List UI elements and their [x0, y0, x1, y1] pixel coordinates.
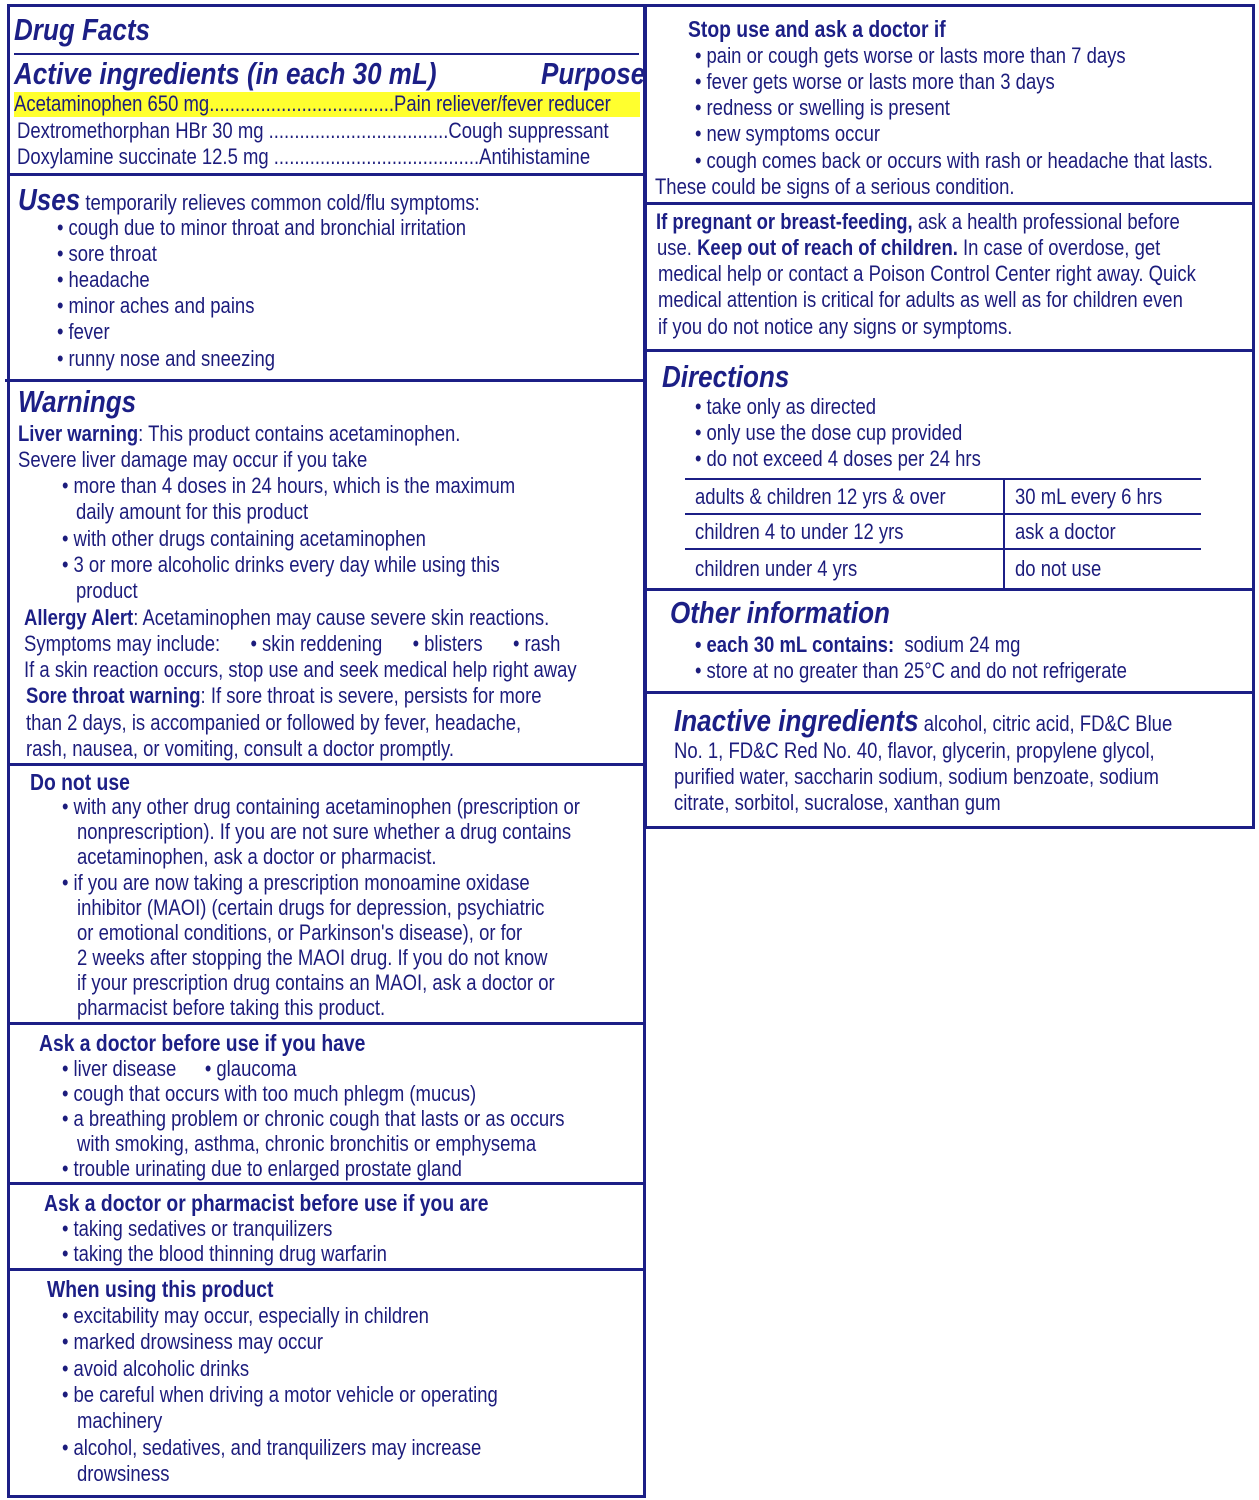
ask-pharmacist-item: • taking sedatives or tranquilizers [62, 1216, 332, 1242]
directions-item: • take only as directed [695, 394, 876, 420]
keep-out-label: Keep out of reach of children. [697, 235, 958, 260]
ingredient-row-2 [17, 118, 609, 144]
right-column [644, 4, 1255, 829]
when-using-item: • alcohol, sedatives, and tranquilizers may increase [62, 1435, 481, 1461]
pregnant-label: If pregnant or breast-feeding, [656, 209, 913, 234]
directions-row [685, 549, 1201, 588]
sore-throat-line: rash, nausea, or vomiting, consult a doctor promptly. [26, 736, 454, 761]
allergy-line3: If a skin reaction occurs, stop use and seek medical help right away [24, 657, 577, 682]
stop-use-item: • redness or swelling is present [695, 95, 950, 121]
ingredient-row-1 [14, 92, 640, 117]
ask-pharmacist-heading: Ask a doctor or pharmacist before use if you are [44, 1190, 489, 1216]
directions-section [647, 354, 1252, 589]
dose: do not use [1015, 556, 1102, 581]
warnings-section [10, 383, 643, 763]
directions-item: • only use the dose cup provided [695, 420, 962, 446]
directions-table [685, 478, 1201, 588]
pregnant-line: medical help or contact a Poison Control Center right away. Quick [658, 261, 1196, 286]
liver-item: • more than 4 doses in 24 hours, which is the maximum [62, 473, 515, 499]
when-using-item: • be careful when driving a motor vehicle or operating [62, 1382, 498, 1408]
stop-use-item: • new symptoms occur [695, 121, 880, 147]
use-item: • sore throat [57, 241, 157, 267]
pregnant-line2b: In case of overdose, get [957, 235, 1161, 260]
stop-use-item: • cough comes back or occurs with rash or headache that lasts. [695, 148, 1213, 174]
inactive-line: purified water, saccharin sodium, sodium benzoate, sodium [674, 764, 1159, 789]
ask-doctor-item: • a breathing problem or chronic cough that lasts or as occurs [62, 1106, 565, 1132]
do-not-use-item: • with any other drug containing acetaminophen (prescription or [62, 794, 580, 820]
symptom: • skin reddening [251, 631, 383, 656]
do-not-use-item-cont: acetaminophen, ask a doctor or pharmacist. [77, 844, 437, 869]
do-not-use-item-cont: 2 weeks after stopping the MAOI drug. If you do not know [77, 945, 548, 970]
other-info-text: sodium 24 mg [894, 632, 1021, 657]
ingredient-name: Doxylamine succinate 12.5 mg [17, 144, 269, 169]
other-information-section [647, 593, 1252, 691]
symptoms-intro: Symptoms may include: [24, 631, 221, 656]
do-not-use-item-cont: if your prescription drug contains an MAOI, ask a doctor or [77, 970, 555, 995]
liver-item: • 3 or more alcoholic drinks every day while using this [62, 552, 500, 578]
ask-doctor-item-cont: with smoking, asthma, chronic bronchitis or emphysema [77, 1131, 537, 1156]
when-using-heading: When using this product [47, 1276, 274, 1302]
ingredient-purpose: Antihistamine [479, 144, 591, 169]
when-using-item-cont: drowsiness [77, 1461, 170, 1486]
ask-doctor-item: • cough that occurs with too much phlegm (mucus) [62, 1081, 476, 1107]
ingredient-purpose: Cough suppressant [448, 118, 609, 143]
age-group: children under 4 yrs [695, 556, 858, 581]
other-info-label: • each 30 mL contains: [695, 632, 894, 657]
drug-facts-title: Drug Facts [14, 12, 151, 47]
age-group: children 4 to under 12 yrs [695, 518, 904, 544]
allergy-alert-label: Allergy Alert [24, 605, 134, 630]
do-not-use-item: • if you are now taking a prescription monoamine oxidase [62, 870, 530, 896]
left-column [7, 4, 646, 1498]
stop-use-section [647, 7, 1252, 202]
liver-item-cont: daily amount for this product [76, 499, 309, 524]
ingredient-row-3 [17, 144, 590, 170]
pregnant-text: ask a health professional before [912, 209, 1180, 234]
dose: ask a doctor [1015, 518, 1117, 544]
inactive-line: citrate, sorbitol, sucralose, xanthan gum [674, 790, 1001, 815]
purpose-heading: Purpose [541, 56, 646, 91]
ask-pharmacist-section [10, 1187, 643, 1267]
when-using-item: • avoid alcoholic drinks [62, 1356, 249, 1382]
liver-warning-text: : This product contains acetaminophen. [138, 421, 461, 446]
use-item: • runny nose and sneezing [57, 346, 275, 372]
ask-doctor-item: • liver disease [62, 1056, 176, 1081]
directions-item: • do not exceed 4 doses per 24 hrs [695, 446, 981, 472]
allergy-alert-text: : Acetaminophen may cause severe skin reactions. [133, 605, 550, 630]
active-ingredients-section [10, 7, 646, 177]
do-not-use-heading: Do not use [30, 769, 130, 795]
age-group: adults & children 12 yrs & over [695, 483, 946, 509]
other-information-heading: Other information [670, 595, 890, 630]
stop-use-footer: These could be signs of a serious condition. [655, 174, 1015, 199]
stop-use-heading: Stop use and ask a doctor if [688, 16, 946, 42]
uses-intro: temporarily relieves common cold/flu symptoms: [85, 190, 480, 215]
inactive-line: No. 1, FD&C Red No. 40, flavor, glycerin, propylene glycol, [674, 738, 1155, 763]
dose: 30 mL every 6 hrs [1015, 483, 1163, 509]
stop-use-item: • fever gets worse or lasts more than 3 days [695, 69, 1055, 95]
sore-throat-text: : If sore throat is severe, persists for more [200, 683, 542, 708]
sore-throat-label: Sore throat warning [26, 683, 201, 708]
ingredient-purpose: Pain reliever/fever reducer [394, 91, 611, 116]
ingredient-dots: .................................... [209, 91, 395, 116]
other-info-item: • store at no greater than 25°C and do not refrigerate [695, 658, 1127, 684]
ask-pharmacist-item: • taking the blood thinning drug warfarin [62, 1241, 387, 1267]
liver-item-cont: product [76, 578, 138, 603]
stop-use-item: • pain or cough gets worse or lasts more than 7 days [695, 43, 1126, 69]
do-not-use-item-cont: or emotional conditions, or Parkinson's disease), or for [77, 920, 523, 945]
use-item: • headache [57, 267, 150, 293]
ask-doctor-heading: Ask a doctor before use if you have [39, 1030, 366, 1056]
ask-doctor-item: • glaucoma [205, 1056, 297, 1081]
ingredient-name: Acetaminophen 650 mg [14, 91, 210, 116]
ingredient-name: Dextromethorphan HBr 30 mg [17, 118, 264, 143]
pregnant-section [647, 207, 1252, 349]
use-item: • minor aches and pains [57, 293, 254, 319]
ingredient-dots: ................................... [263, 118, 449, 143]
inactive-text: alcohol, citric acid, FD&C Blue [918, 711, 1173, 736]
warnings-heading: Warnings [18, 384, 137, 419]
ingredient-dots: ........................................ [268, 144, 480, 169]
symptom: • rash [513, 631, 560, 656]
do-not-use-item-cont: pharmacist before taking this product. [77, 995, 386, 1020]
pregnant-line2a: use. [657, 235, 698, 260]
ask-doctor-section [10, 1027, 643, 1182]
use-item: • cough due to minor throat and bronchial irritation [57, 215, 466, 241]
directions-row [685, 479, 1201, 514]
use-item: • fever [57, 319, 110, 345]
do-not-use-item-cont: nonprescription). If you are not sure whether a drug contains [77, 819, 572, 844]
when-using-item: • marked drowsiness may occur [62, 1329, 323, 1355]
do-not-use-item-cont: inhibitor (MAOI) (certain drugs for depression, psychiatric [77, 895, 545, 920]
do-not-use-section [10, 767, 643, 1021]
pregnant-line: medical attention is critical for adults as well as for children even [658, 287, 1183, 312]
directions-heading: Directions [662, 359, 790, 394]
active-ingredients-heading: Active ingredients (in each 30 mL) [14, 56, 437, 91]
when-using-section [10, 1272, 643, 1492]
ask-doctor-item: • trouble urinating due to enlarged prostate gland [62, 1156, 462, 1182]
sore-throat-line: than 2 days, is accompanied or followed by fever, headache, [26, 710, 522, 735]
liver-item: • with other drugs containing acetaminophen [62, 526, 426, 552]
liver-warning-line2: Severe liver damage may occur if you take [18, 447, 368, 472]
inactive-ingredients-section [647, 696, 1252, 826]
uses-section [10, 179, 643, 379]
pregnant-line: if you do not notice any signs or symptoms. [658, 314, 1013, 339]
when-using-item: • excitability may occur, especially in children [62, 1303, 429, 1329]
liver-warning-label: Liver warning [18, 421, 139, 446]
symptom: • blisters [413, 631, 483, 656]
when-using-item-cont: machinery [77, 1408, 163, 1433]
uses-heading: Uses [18, 182, 81, 217]
directions-row [685, 514, 1201, 549]
inactive-heading: Inactive ingredients [674, 703, 919, 738]
